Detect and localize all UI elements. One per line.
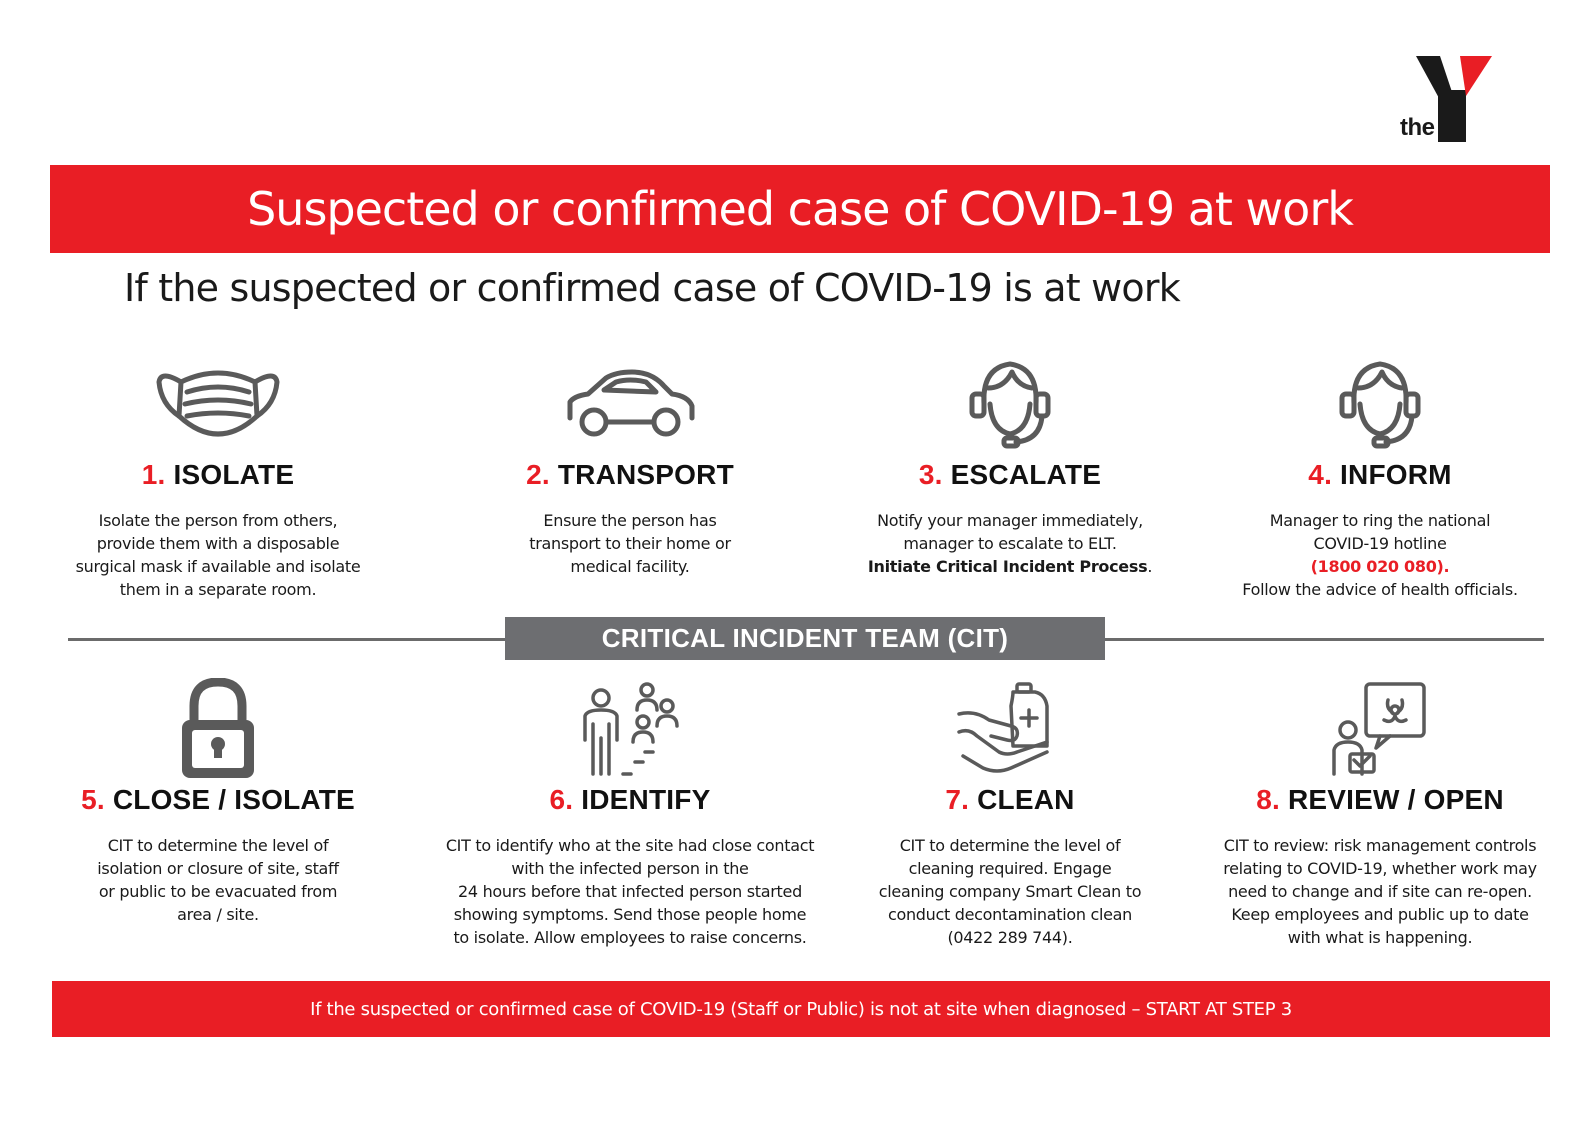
step-isolate [68,355,368,601]
title-banner [50,165,1550,253]
step-description: Ensure the person has transport to their home or medical facility. [529,511,731,576]
people-contact-icon [440,680,820,780]
step-close-isolate [58,680,378,926]
car-icon [475,355,785,455]
mask-icon [68,355,368,455]
footer-note: If the suspected or confirmed case of COVID-19 (Staff or Public) is not at site when diagnosed – START AT STEP 3 [310,998,1292,1020]
cit-label: CRITICAL INCIDENT TEAM (CIT) [601,623,1009,653]
step-title: 4. INFORM [1308,459,1452,490]
headset-person-icon [1230,355,1530,455]
cit-banner [505,617,1105,660]
step-title: 5. CLOSE / ISOLATE [81,784,355,815]
step-title: 6. IDENTIFY [549,784,711,815]
step-transport [475,355,785,578]
ymca-logo [1400,52,1510,148]
page-title: Suspected or confirmed case of COVID-19 at work [247,182,1353,236]
step-description: Isolate the person from others, provide them with a disposable surgical mask if available and isolate them in a separate room. [75,511,361,599]
step-identify [440,680,820,949]
page-subtitle: If the suspected or confirmed case of COVID-19 is at work [124,266,1180,310]
step-escalate [860,355,1160,578]
hotline-number: (1800 020 080). [1310,557,1450,576]
step-clean [860,680,1160,949]
step-title: 2. TRANSPORT [526,459,734,490]
logo-word: the [1400,114,1435,141]
biohazard-review-icon [1200,680,1560,780]
padlock-icon [58,680,378,780]
step-description: CIT to review: risk management controls relating to COVID-19, whether work may need to change and if site can re-open. Keep employees and public up to date with what is happening. [1223,836,1537,947]
step-review-open [1200,680,1560,949]
headset-person-icon [860,355,1160,455]
step-description: Manager to ring the national COVID-19 hotline (1800 020 080). Follow the advice of health officials. [1230,509,1530,601]
step-title: 3. ESCALATE [918,459,1102,490]
step-description: CIT to determine the level of cleaning required. Engage cleaning company Smart Clean to conduct decontamination clean (0422 289 744). [878,836,1142,947]
step-title: 8. REVIEW / OPEN [1256,784,1504,815]
step-description: CIT to identify who at the site had close contact with the infected person in the 24 hours before that infected person started showing symptoms. Send those people home to isolate. Allow employees to raise concerns. [445,836,815,947]
footer-banner [52,981,1550,1037]
step-title: 7. CLEAN [945,784,1075,815]
step-description: CIT to determine the level of isolation or closure of site, staff or public to be evacuated from area / site. [97,836,339,924]
step-inform [1230,355,1530,601]
hand-sanitiser-icon [860,680,1160,780]
step-description: Notify your manager immediately, manager to escalate to ELT. Initiate Critical Incident Process. [867,511,1153,576]
step-title: 1. ISOLATE [141,459,295,490]
